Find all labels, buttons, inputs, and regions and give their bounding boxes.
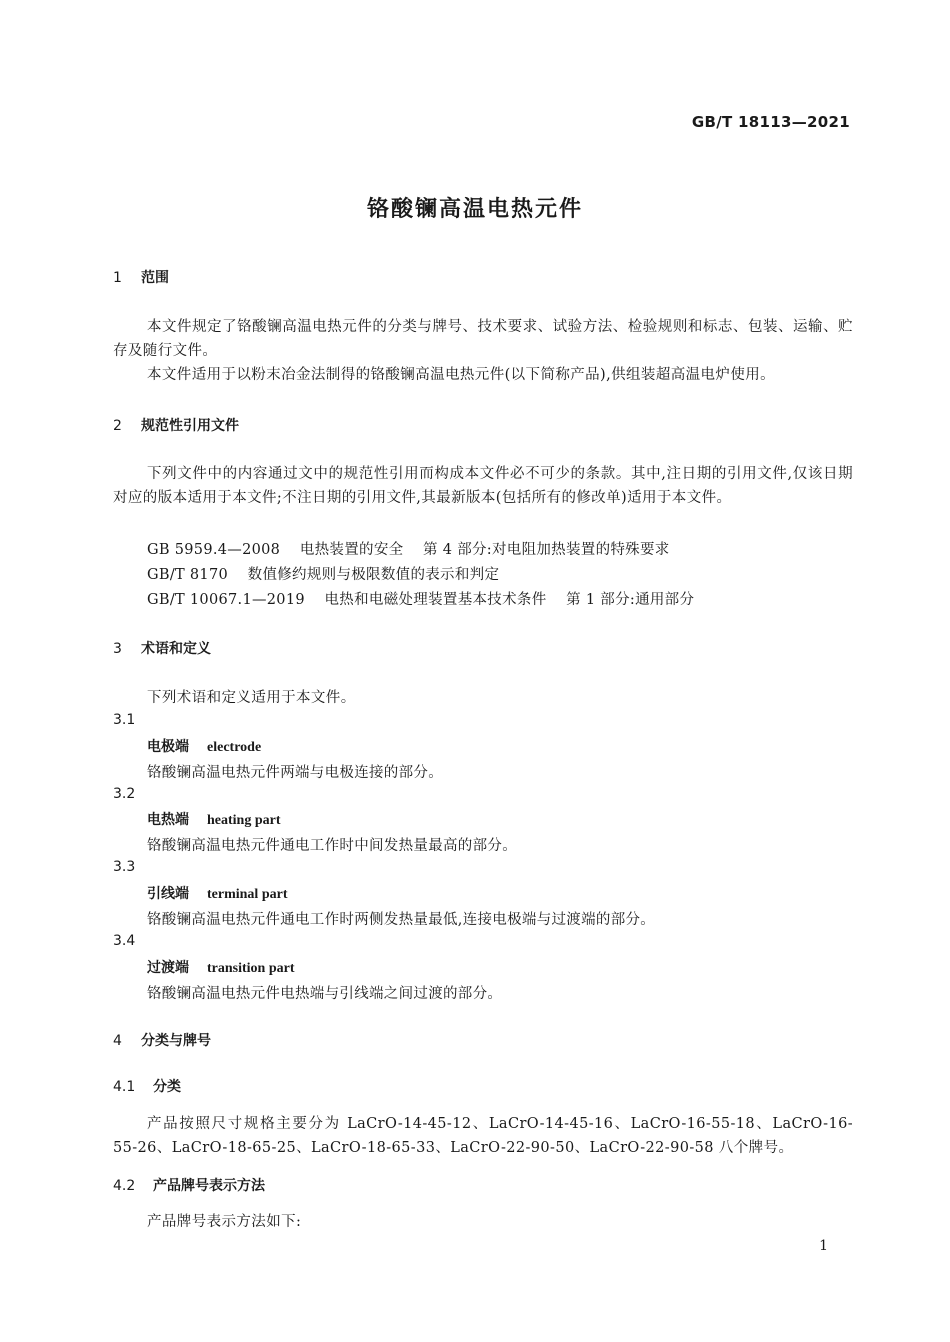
subsection-4-1-paragraph: 产品按照尺寸规格主要分为 LaCrO-14-45-12、LaCrO-14-45-16、LaCrO-16-55-18、LaCrO-16-55-26、LaCrO-18-65-25、LaCrO-18-65-33、LaCrO-22-90-50、LaCrO-22-90-58 八个牌号。 [113, 1116, 853, 1156]
standard-code: GB/T 18113—2021 [691, 113, 850, 131]
term-number: 3.1 [113, 712, 136, 728]
term-number: 3.4 [113, 933, 136, 949]
subsection-4-1-heading [113, 1076, 181, 1096]
term-en: heating part [207, 813, 281, 828]
document-title: 铬酸镧高温电热元件 [366, 197, 583, 222]
term-heading [147, 883, 287, 903]
term-number: 3.3 [113, 859, 136, 875]
term-definition: 铬酸镧高温电热元件两端与电极连接的部分。 [147, 765, 443, 781]
section-4-heading [113, 1030, 211, 1050]
term-zh: 引线端 [147, 886, 189, 902]
term-number: 3.2 [113, 786, 136, 802]
section-number: 2 [113, 418, 122, 434]
section-1-paragraph-2: 本文件适用于以粉末冶金法制得的铬酸镧高温电热元件(以下简称产品),供组装超高温电炉使用。 [147, 367, 776, 383]
reference-item: GB/T 8170 数值修约规则与极限数值的表示和判定 [147, 567, 500, 583]
section-number: 4 [113, 1033, 122, 1049]
section-2-paragraph-1: 下列文件中的内容通过文中的规范性引用而构成本文件必不可少的条款。其中,注日期的引用文件,仅该日期对应的版本适用于本文件;不注日期的引用文件,其最新版本(包括所有的修改单)适用于本文件。 [113, 466, 853, 506]
subsection-number: 4.2 [113, 1178, 136, 1194]
term-definition: 铬酸镧高温电热元件通电工作时两侧发热量最低,连接电极端与过渡端的部分。 [147, 912, 656, 928]
section-title: 分类与牌号 [141, 1033, 211, 1049]
term-definition: 铬酸镧高温电热元件通电工作时中间发热量最高的部分。 [147, 838, 517, 854]
term-zh: 电极端 [147, 739, 189, 755]
section-number: 1 [113, 270, 122, 286]
term-heading [147, 957, 295, 977]
subsection-title: 产品牌号表示方法 [153, 1178, 265, 1194]
subsection-title: 分类 [153, 1079, 181, 1095]
section-1-paragraph-1: 本文件规定了铬酸镧高温电热元件的分类与牌号、技术要求、试验方法、检验规则和标志、包装、运输、贮存及随行文件。 [113, 319, 853, 359]
page-number: 1 [819, 1238, 828, 1254]
term-zh: 过渡端 [147, 960, 189, 976]
reference-item: GB 5959.4—2008 电热装置的安全 第 4 部分:对电阻加热装置的特殊要求 [147, 542, 670, 558]
term-heading [147, 809, 281, 829]
reference-item: GB/T 10067.1—2019 电热和电磁处理装置基本技术条件 第 1 部分:通用部分 [147, 592, 695, 608]
term-definition: 铬酸镧高温电热元件电热端与引线端之间过渡的部分。 [147, 986, 503, 1002]
section-1-heading [113, 267, 169, 287]
section-title: 术语和定义 [141, 641, 211, 657]
subsection-4-2-paragraph: 产品牌号表示方法如下: [147, 1214, 302, 1230]
section-2-heading [113, 415, 239, 435]
section-3-heading [113, 638, 211, 658]
section-number: 3 [113, 641, 122, 657]
subsection-number: 4.1 [113, 1079, 136, 1095]
term-zh: 电热端 [147, 812, 189, 828]
term-heading [147, 736, 261, 756]
section-title: 范围 [141, 270, 169, 286]
section-title: 规范性引用文件 [141, 418, 239, 434]
section-3-paragraph-1: 下列术语和定义适用于本文件。 [147, 690, 356, 706]
term-en: terminal part [207, 887, 288, 902]
subsection-4-2-heading [113, 1175, 265, 1195]
term-en: electrode [207, 740, 262, 755]
term-en: transition part [207, 961, 295, 976]
